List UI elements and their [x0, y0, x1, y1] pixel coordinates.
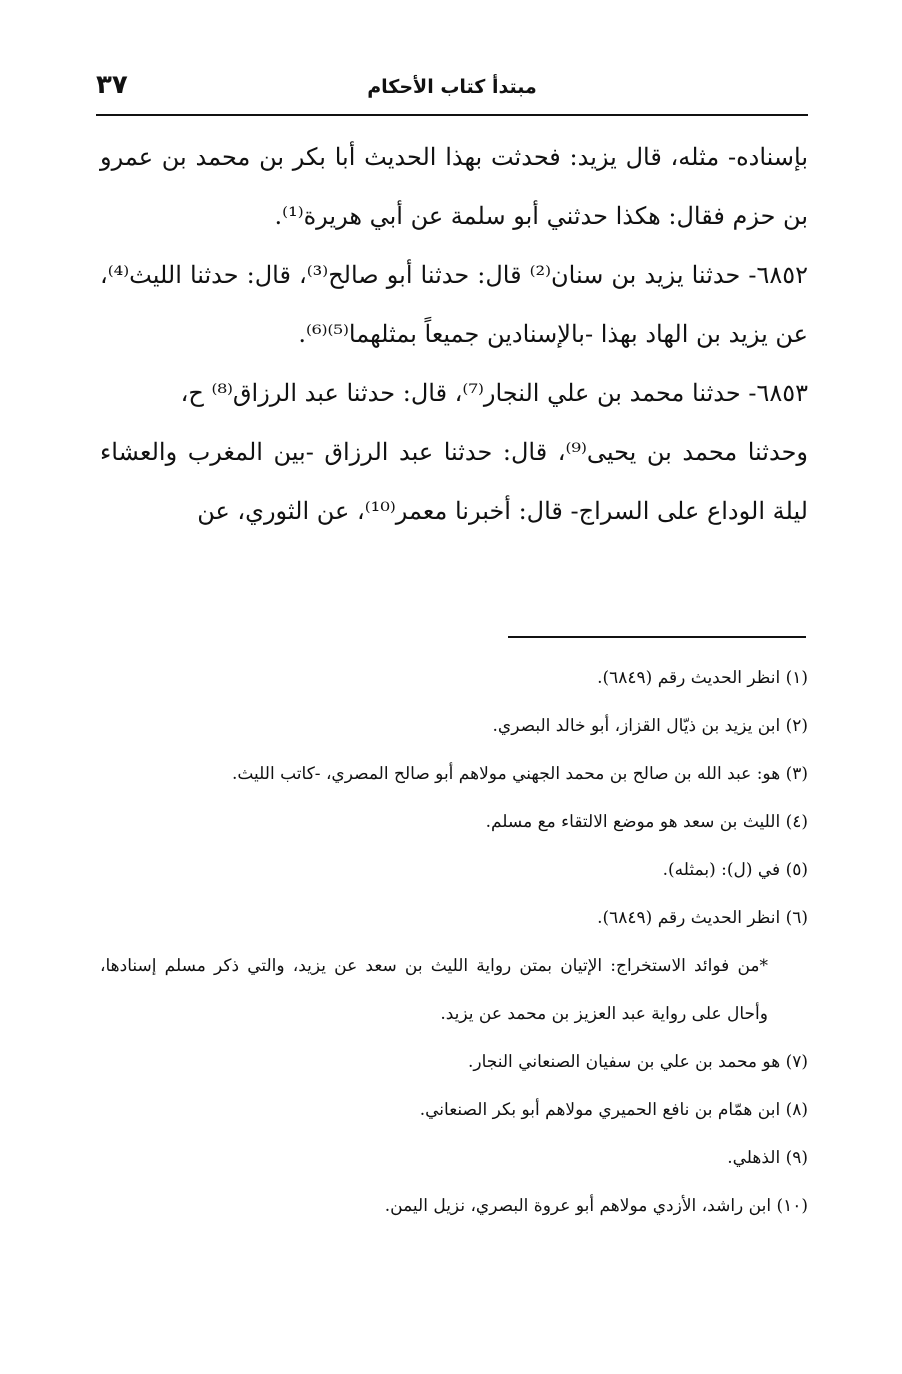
footnote: (١) انظر الحديث رقم (٦٨٤٩). — [597, 668, 808, 688]
footnote: (١٠) ابن راشد، الأزدي مولاهم أبو عروة البصري، نزيل اليمن. — [384, 1196, 808, 1216]
page-number: ٣٧ — [96, 70, 128, 100]
footnote: (٣) هو: عبد الله بن صالح بن محمد الجهني مولاهم أبو صالح المصري، -كاتب الليث. — [231, 764, 808, 784]
footnote-divider — [508, 636, 806, 638]
footnote: (٩) الذهلي. — [727, 1148, 808, 1168]
footnote: (٢) ابن يزيد بن ذيّال القزاز، أبو خالد البصري. — [492, 716, 808, 736]
page-title: مبتدأ كتاب الأحكام — [367, 76, 537, 98]
footnote: (٦) انظر الحديث رقم (٦٨٤٩). — [597, 908, 808, 928]
footnotes — [100, 654, 808, 1230]
footnote: (٨) ابن همّام بن نافع الحميري مولاهم أبو بكر الصنعاني. — [419, 1100, 808, 1120]
paragraph: بإسناده- مثله، قال يزيد: فحدثت بهذا الحديث أبا بكر بن محمد بن عمرو بن حزم فقال: هكذا حدثني أبو سلمة عن أبي هريرة⁽¹⁾. — [100, 143, 808, 230]
page-header — [96, 70, 808, 114]
footnote: (٥) في (ل): (بمثله). — [662, 860, 808, 880]
paragraph: ٦٨٥٢- حدثنا يزيد بن سنان⁽²⁾ قال: حدثنا أبو صالح⁽³⁾، قال: حدثنا الليث⁽⁴⁾، عن يزيد بن الهاد بهذا -بالإسنادين جميعاً بمثلهما⁽⁵⁾⁽⁶⁾. — [100, 261, 809, 348]
footnote-remark: *من فوائد الاستخراج: الإتيان بمتن رواية الليث بن سعد عن يزيد، والتي ذكر مسلم إسنادها، وأحال على رواية عبد العزيز بن محمد عن يزيد. — [100, 956, 768, 1024]
footnote: (٤) الليث بن سعد هو موضع الالتقاء مع مسلم. — [485, 812, 808, 832]
footnote: (٧) هو محمد بن علي بن سفيان الصنعاني النجار. — [467, 1052, 808, 1072]
header-divider — [96, 114, 808, 116]
paragraph: ٦٨٥٣- حدثنا محمد بن علي النجار⁽⁷⁾، قال: حدثنا عبد الرزاق⁽⁸⁾ ح، — [180, 379, 808, 407]
main-text — [100, 128, 808, 541]
paragraph: وحدثنا محمد بن يحيى⁽⁹⁾، قال: حدثنا عبد الرزاق -بين المغرب والعشاء ليلة الوداع على السراج- قال: أخبرنا معمر⁽¹⁰⁾، عن الثوري، عن — [100, 438, 808, 525]
